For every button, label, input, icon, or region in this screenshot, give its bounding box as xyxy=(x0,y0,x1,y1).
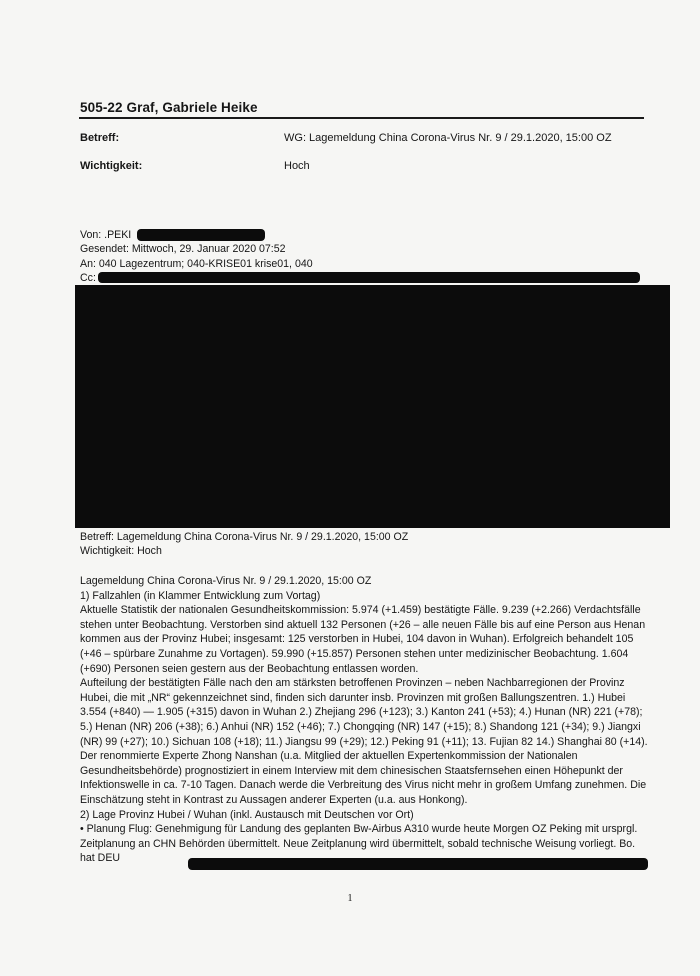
header-divider xyxy=(79,117,644,119)
redaction-cc xyxy=(98,272,640,283)
importance-label: Wichtigkeit: xyxy=(80,160,143,172)
sender-name-header: 505-22 Graf, Gabriele Heike xyxy=(80,100,258,115)
to-line: An: 040 Lagezentrum; 040-KRISE01 krise01, 040 xyxy=(80,258,313,270)
body-title: Lagemeldung China Corona-Virus Nr. 9 / 29.1.2020, 15:00 OZ xyxy=(80,575,372,587)
redaction-block xyxy=(75,285,670,528)
from-line: Von: .PEKI xyxy=(80,229,132,241)
paragraph-flight-planning: • Planung Flug: Genehmigung für Landung des geplanten Bw-Airbus A310 wurde heute Morgen OZ Peking mit ursprgl. Zeitplanung an CHN Behörden übermittelt. Neue Zeitplanung wird übermittelt, sobald technische Weisung vorliegt. Bo. hat DEU xyxy=(80,823,638,865)
paragraph-expert-forecast: Der renommierte Experte Zhong Nanshan (u.a. Mitglied der aktuellen Expertenkommission der Nationalen Gesundheitsbehörde) prognostiziert in einem Interview mit dem chinesischen Staatsfernsehen einen Höhepunkt der Infektionswelle in ca. 7-10 Tagen. Danach werde die Verbreitung des Virus nicht mehr in großem Umfang zunehmen. Die Einschätzung steht in Kontrast zu Aussagen anderer Experten (u.a. aus Honkong). xyxy=(80,750,647,806)
redaction-body-end xyxy=(188,858,648,870)
paragraph-province-breakdown: Aufteilung der bestätigten Fälle nach den am stärksten betroffenen Provinzen – neben Nachbarregionen der Provinz Hubei, die mit „NR“ gekennzeichnet sind, finden sich darunter insb. Provinzen mit großen Ballungszentren. 1.) Hubei 3.554 (+840) — 1.905 (+315) davon in Wuhan 2.) Zhejiang 296 (+123); 3.) Kanton 241 (+53); 4.) Hunan (NR) 221 (+78); 5.) Henan (NR) 206 (+38); 6.) Anhui (NR) 152 (+46); 7.) Chongqing (NR) 147 (+15); 8.) Shandong 121 (+34); 9.) Jiangxi (NR) 99 (+27); 10.) Sichuan 108 (+18); 11.) Jiangsu 99 (+29); 12.) Peking 91 (+11); 13. Fujian 82 14.) Shanghai 80 (+14). xyxy=(80,677,648,748)
page-number: 1 xyxy=(347,893,353,904)
redaction-from xyxy=(137,229,265,241)
cc-line: Cc: xyxy=(80,272,96,284)
subject-value: WG: Lagemeldung China Corona-Virus Nr. 9 / 29.1.2020, 15:00 OZ xyxy=(284,132,612,144)
message-body xyxy=(80,574,650,866)
paragraph-case-statistics: Aktuelle Statistik der nationalen Gesundheitskommission: 5.974 (+1.459) bestätigte Fälle. 9.239 (+2.266) Verdachtsfälle stehen unter Beobachtung. Verstorben sind aktuell 132 Personen (+26 – alle neuen Fälle bis auf eine Person aus Henan kommen aus der Provinz Hubei; insgesamt: 125 verstorben in Hubei, 104 davon in Wuhan). Erfolgreich behandelt 105 (+46 – spürbare Zunahme zu Vortagen). 59.990 (+15.857) Personen stehen unter medizinischer Beobachtung. 1.604 (+690) Personen seien gestern aus der Beobachtung entlassen worden. xyxy=(80,604,646,675)
forwarded-subject: Betreff: Lagemeldung China Corona-Virus Nr. 9 / 29.1.2020, 15:00 OZ xyxy=(80,531,409,543)
subject-label: Betreff: xyxy=(80,132,120,144)
section-1-heading: 1) Fallzahlen (in Klammer Entwicklung zum Vortag) xyxy=(80,589,321,602)
sent-line: Gesendet: Mittwoch, 29. Januar 2020 07:52 xyxy=(80,243,286,255)
forwarded-importance: Wichtigkeit: Hoch xyxy=(80,545,162,557)
section-2-heading: 2) Lage Provinz Hubei / Wuhan (inkl. Austausch mit Deutschen vor Ort) xyxy=(80,808,414,821)
importance-value: Hoch xyxy=(284,160,310,172)
